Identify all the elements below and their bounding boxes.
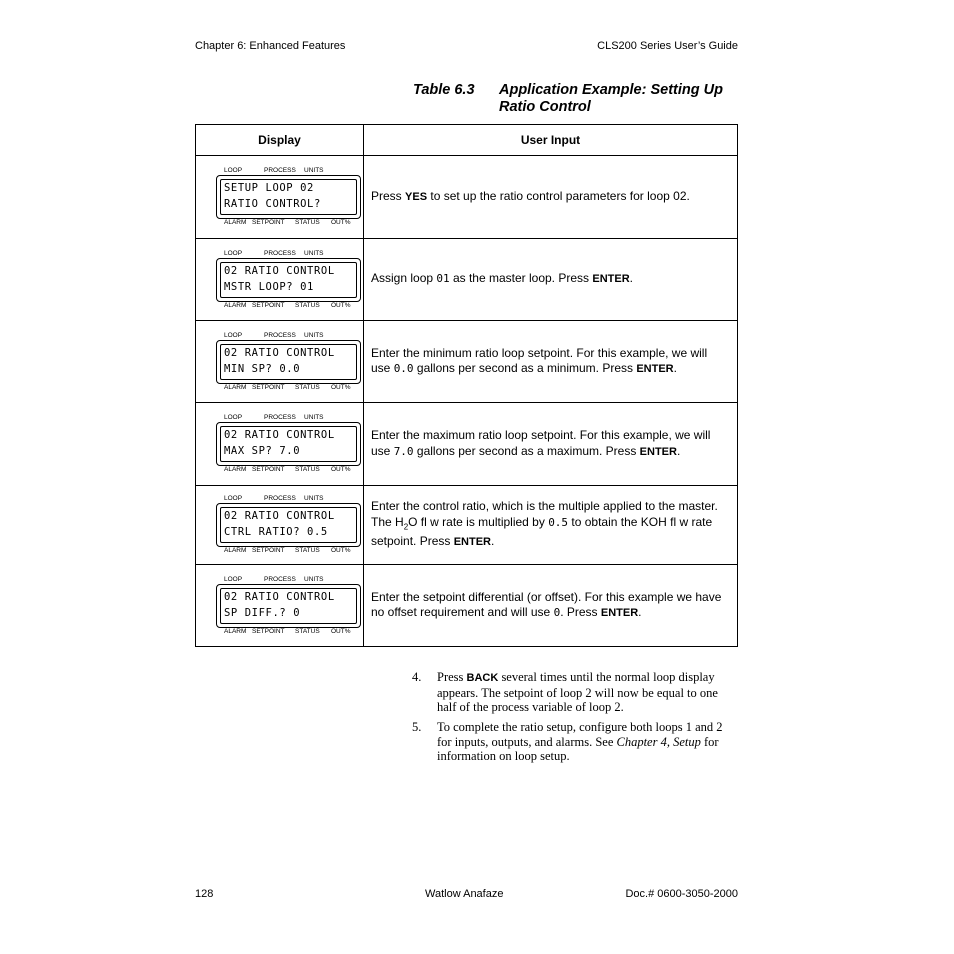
step-4 (412, 670, 738, 715)
key-yes: YES (405, 190, 428, 203)
header-guide-title: CLS200 Series User’s Guide (597, 40, 738, 52)
lcd-label-process: PROCESS (264, 331, 296, 339)
key-back: BACK (466, 672, 499, 684)
lcd-label-setpoint: SETPOINT (252, 219, 285, 226)
lcd-line-2: MIN SP? 0.0 (224, 362, 301, 375)
user-input-cell: Enter the maximum ratio loop setpoint. For this example, we will use 7.0 gallons per second as a maximum. Press ENTER. (364, 403, 738, 486)
user-input-cell: Enter the minimum ratio loop setpoint. For this example, we will use 0.0 gallons per second as a minimum. Press ENTER. (364, 321, 738, 403)
lcd-label-units: UNITS (304, 249, 324, 257)
step-text: To complete the ratio setup, configure both loops 1 and 2 for inputs, outputs, and alarms. See Chapter 4, Setup for information on loop setup. (437, 720, 723, 763)
lcd-line-1: SETUP LOOP 02 (224, 182, 314, 194)
lcd-label-process: PROCESS (264, 167, 296, 174)
lcd-label-alarm: ALARM (224, 383, 247, 391)
lcd-label-loop: LOOP (224, 331, 243, 339)
user-input-cell: Press YES to set up the ratio control parameters for loop 02. (364, 156, 738, 239)
table-row (196, 486, 738, 565)
lcd-line-1: 02 RATIO CONTROL (224, 429, 335, 441)
key-enter: ENTER (639, 445, 677, 458)
lcd-line-1: 02 RATIO CONTROL (224, 346, 335, 359)
lcd-display (215, 167, 362, 227)
table-title-line1: Application Example: Setting Up (499, 82, 723, 98)
lcd-label-units: UNITS (304, 167, 324, 174)
lcd-label-units: UNITS (304, 414, 324, 421)
key-enter: ENTER (453, 536, 491, 549)
chapter-reference: Chapter 4, Setup (616, 734, 701, 749)
lcd-label-out: OUT% (331, 383, 351, 391)
ratio-control-table (195, 124, 738, 647)
key-enter: ENTER (592, 273, 630, 286)
display-cell (196, 565, 364, 647)
lcd-label-status: STATUS (295, 547, 320, 554)
lcd-label-process: PROCESS (264, 414, 296, 421)
footer-company: Watlow Anafaze (425, 888, 504, 900)
lcd-label-process: PROCESS (264, 575, 296, 583)
display-cell (196, 156, 364, 239)
lcd-display (215, 414, 362, 474)
user-input-cell: Enter the control ratio, which is the multiple applied to the master. The $H_2O$ fl w rate is multiplied by 0.5 to obtain the KOH fl w rate setpoint. Press ENTER. (364, 486, 738, 565)
lcd-label-alarm: ALARM (224, 627, 247, 635)
lcd-label-status: STATUS (295, 383, 320, 391)
lcd-line-1: 02 RATIO CONTROL (224, 264, 335, 277)
lcd-label-process: PROCESS (264, 495, 296, 502)
lcd-display (215, 250, 362, 310)
lcd-line-2: SP DIFF.? 0 (224, 606, 301, 619)
column-header-user-input: User Input (364, 125, 738, 156)
table-title-line2: Ratio Control (499, 99, 591, 115)
table-number: Table 6.3 (413, 82, 475, 98)
lcd-label-loop: LOOP (224, 414, 243, 421)
table-row (196, 565, 738, 647)
lcd-label-status: STATUS (295, 301, 320, 309)
lcd-line-1: 02 RATIO CONTROL (224, 590, 335, 603)
lcd-label-status: STATUS (295, 219, 320, 226)
key-enter: ENTER (600, 607, 639, 619)
table-header-row (196, 125, 738, 156)
display-cell (196, 486, 364, 565)
lcd-label-alarm: ALARM (224, 466, 247, 473)
page-number: 128 (195, 888, 214, 900)
lcd-label-units: UNITS (304, 495, 324, 502)
lcd-label-status: STATUS (295, 627, 320, 635)
lcd-label-units: UNITS (304, 575, 324, 583)
lcd-label-setpoint: SETPOINT (252, 383, 285, 391)
step-number: 5. (412, 720, 422, 734)
lcd-label-loop: LOOP (224, 575, 243, 583)
lcd-label-setpoint: SETPOINT (252, 627, 285, 635)
lcd-label-process: PROCESS (264, 249, 296, 257)
table-caption (413, 82, 723, 115)
lcd-display (215, 332, 362, 392)
display-cell (196, 239, 364, 321)
lcd-label-alarm: ALARM (224, 547, 247, 554)
display-cell (196, 403, 364, 486)
lcd-label-out: OUT% (331, 466, 351, 473)
lcd-label-setpoint: SETPOINT (252, 547, 285, 554)
footer-doc-number: Doc.# 0600-3050-2000 (625, 888, 738, 900)
lcd-line-2: RATIO CONTROL? (224, 198, 321, 210)
lcd-label-out: OUT% (331, 219, 351, 226)
column-header-display: Display (196, 125, 364, 156)
lcd-display (215, 576, 362, 636)
lcd-line-2: CTRL RATIO? 0.5 (224, 526, 328, 538)
lcd-display (215, 495, 362, 555)
lcd-label-status: STATUS (295, 466, 320, 473)
lcd-label-setpoint: SETPOINT (252, 466, 285, 473)
lcd-label-alarm: ALARM (224, 219, 247, 226)
lcd-label-alarm: ALARM (224, 301, 247, 309)
lcd-label-loop: LOOP (224, 167, 243, 174)
user-input-cell: Assign loop 01 as the master loop. Press ENTER. (364, 239, 738, 321)
lcd-label-units: UNITS (304, 331, 324, 339)
table-row (196, 321, 738, 403)
lcd-line-1: 02 RATIO CONTROL (224, 510, 335, 522)
step-5 (412, 720, 738, 764)
lcd-line-2: MAX SP? 7.0 (224, 445, 301, 457)
header-chapter: Chapter 6: Enhanced Features (195, 40, 346, 52)
step-text: Press BACK several times until the normal loop display appears. The setpoint of loop 2 will now be equal to one half of the process variable of loop 2. (437, 670, 718, 714)
lcd-line-2: MSTR LOOP? 01 (224, 280, 314, 293)
table-row (196, 403, 738, 486)
display-cell (196, 321, 364, 403)
lcd-label-loop: LOOP (224, 249, 243, 257)
step-number: 4. (412, 670, 422, 684)
lcd-label-out: OUT% (331, 627, 351, 635)
table-row (196, 156, 738, 239)
user-input-cell: Enter the setpoint differential (or offset). For this example we have no offset requirement and will use 0. Press ENTER. (364, 565, 738, 647)
lcd-label-loop: LOOP (224, 495, 243, 502)
lcd-label-out: OUT% (331, 301, 351, 309)
lcd-label-out: OUT% (331, 547, 351, 554)
lcd-label-setpoint: SETPOINT (252, 301, 285, 309)
table-row (196, 239, 738, 321)
key-enter: ENTER (636, 363, 674, 375)
